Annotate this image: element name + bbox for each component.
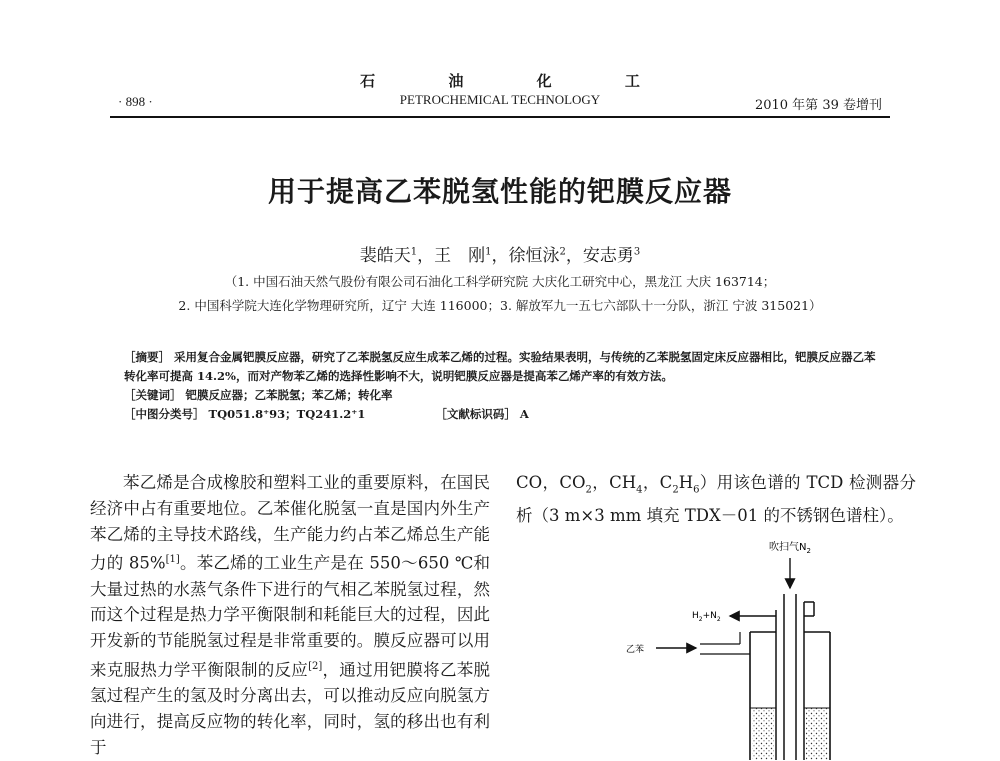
doc-code-text: A xyxy=(519,407,529,421)
subscript: 2 xyxy=(585,484,592,496)
purge-gas-label: 吹扫气$N_2$ xyxy=(769,542,811,555)
body-left-column xyxy=(90,470,490,761)
method-paragraph xyxy=(516,470,916,529)
page-number: · 898 · xyxy=(118,94,153,109)
citation-1: [1] xyxy=(165,554,180,566)
clc-text: TQ051.8⁺93；TQ241.2⁺1 xyxy=(208,407,366,421)
reactor-diagram xyxy=(600,532,900,760)
keywords-text: 钯膜反应器；乙苯脱氢；苯乙烯；转化率 xyxy=(185,388,393,402)
citation-2: [2] xyxy=(308,661,323,673)
journal-name-en: PETROCHEMICAL TECHNOLOGY xyxy=(399,92,601,107)
abstract-text: 采用复合金属钯膜反应器，研究了乙苯脱氢反应生成苯乙烯的过程。实验结果表明，与传统的乙苯脱氢固定床反应器相比，钯膜反应器乙苯转化率可提高 14.2%，而对产物苯乙烯的选择性影响不大，说明钯膜反应器是提高苯乙烯产率的有效方法。 xyxy=(124,350,876,383)
subscript: 4 xyxy=(636,484,643,496)
intro-text-a: 苯乙烯是合成橡胶和塑料工业的重要原料，在国民经济中占有重要地位。乙苯催化脱氢一直是国内外生产苯乙烯的主导技术路线，生产能力约占苯乙烯总生产能力的 85% xyxy=(90,473,490,573)
classification xyxy=(124,405,884,424)
catalyst-bed-left xyxy=(752,708,774,760)
article-title: 用于提高乙苯脱氢性能的钯膜反应器 xyxy=(267,175,732,208)
method-text: ）用该色谱的 TCD 检测器分析（3 m×3 mm 填充 TDX－01 的不锈钢色谱柱）。 xyxy=(516,473,916,526)
intro-text-b: 。苯乙烯的工业生产是在 550～650 ℃和大量过热的水蒸气条件下进行的气相乙苯脱氢过程，然而这个过程是热力学平衡限制和耗能巨大的过程，因此开发新的节能脱氢过程是非常重要的。膜反应器可以用来克服热力学平衡限制的反应 xyxy=(90,553,490,680)
intro-text-c: ，通过用钯膜将乙苯脱氢过程产生的氢及时分离出去，可以推动反应向脱氢方向进行，提高反应物的转化率，同时，氢的移出也有利于 xyxy=(90,660,491,757)
outlet-label: $H_2+N_2$ xyxy=(692,611,721,623)
author-sup: 1 xyxy=(485,246,492,258)
author-name: 徐恒泳 xyxy=(508,246,560,266)
abstract-block xyxy=(124,348,884,424)
author-name: 王 刚 xyxy=(434,246,486,266)
author-sup: 1 xyxy=(410,246,418,258)
author-list: 裴皓天$^1$，王 刚$^1$，徐恒泳$^2$，安志勇$^3$ xyxy=(359,246,641,266)
intro-paragraph xyxy=(90,470,490,761)
keywords xyxy=(124,386,884,405)
author-name: 安志勇 xyxy=(582,246,634,266)
header-rule xyxy=(110,116,890,118)
method-text: ，CH xyxy=(591,473,637,492)
method-text: H xyxy=(678,473,694,492)
author-sup: 2 xyxy=(559,246,566,258)
method-text: CO，CO xyxy=(516,473,586,492)
journal-name-cn: 石 油 化 工 xyxy=(360,72,674,90)
affiliation-line-1: （1. 中国石油天然气股份有限公司石油化工科学研究院 大庆化工研究中心，黑龙江 大庆 163714； xyxy=(224,274,776,289)
author-sup: 3 xyxy=(633,246,641,258)
clc-label: ［中图分类号］ xyxy=(124,407,205,421)
feed-label: 乙苯 xyxy=(626,645,645,655)
subscript: 6 xyxy=(693,484,700,496)
body-right-column xyxy=(516,470,916,529)
catalyst-bed-right xyxy=(806,708,828,760)
abstract-label: ［摘要］ xyxy=(124,350,170,364)
abstract xyxy=(124,348,884,386)
issue-info: 2010 年第 39 卷增刊 xyxy=(754,98,882,113)
method-text: ，C xyxy=(642,473,673,492)
keywords-label: ［关键词］ xyxy=(124,388,182,402)
subscript: 2 xyxy=(672,484,679,496)
doc-code-label: ［文献标识码］ xyxy=(435,407,516,421)
affiliation-line-2: 2. 中国科学院大连化学物理研究所，辽宁 大连 116000；3. 解放军九一五七六部队十一分队，浙江 宁波 315021） xyxy=(178,298,822,313)
author-name: 裴皓天 xyxy=(359,246,411,266)
